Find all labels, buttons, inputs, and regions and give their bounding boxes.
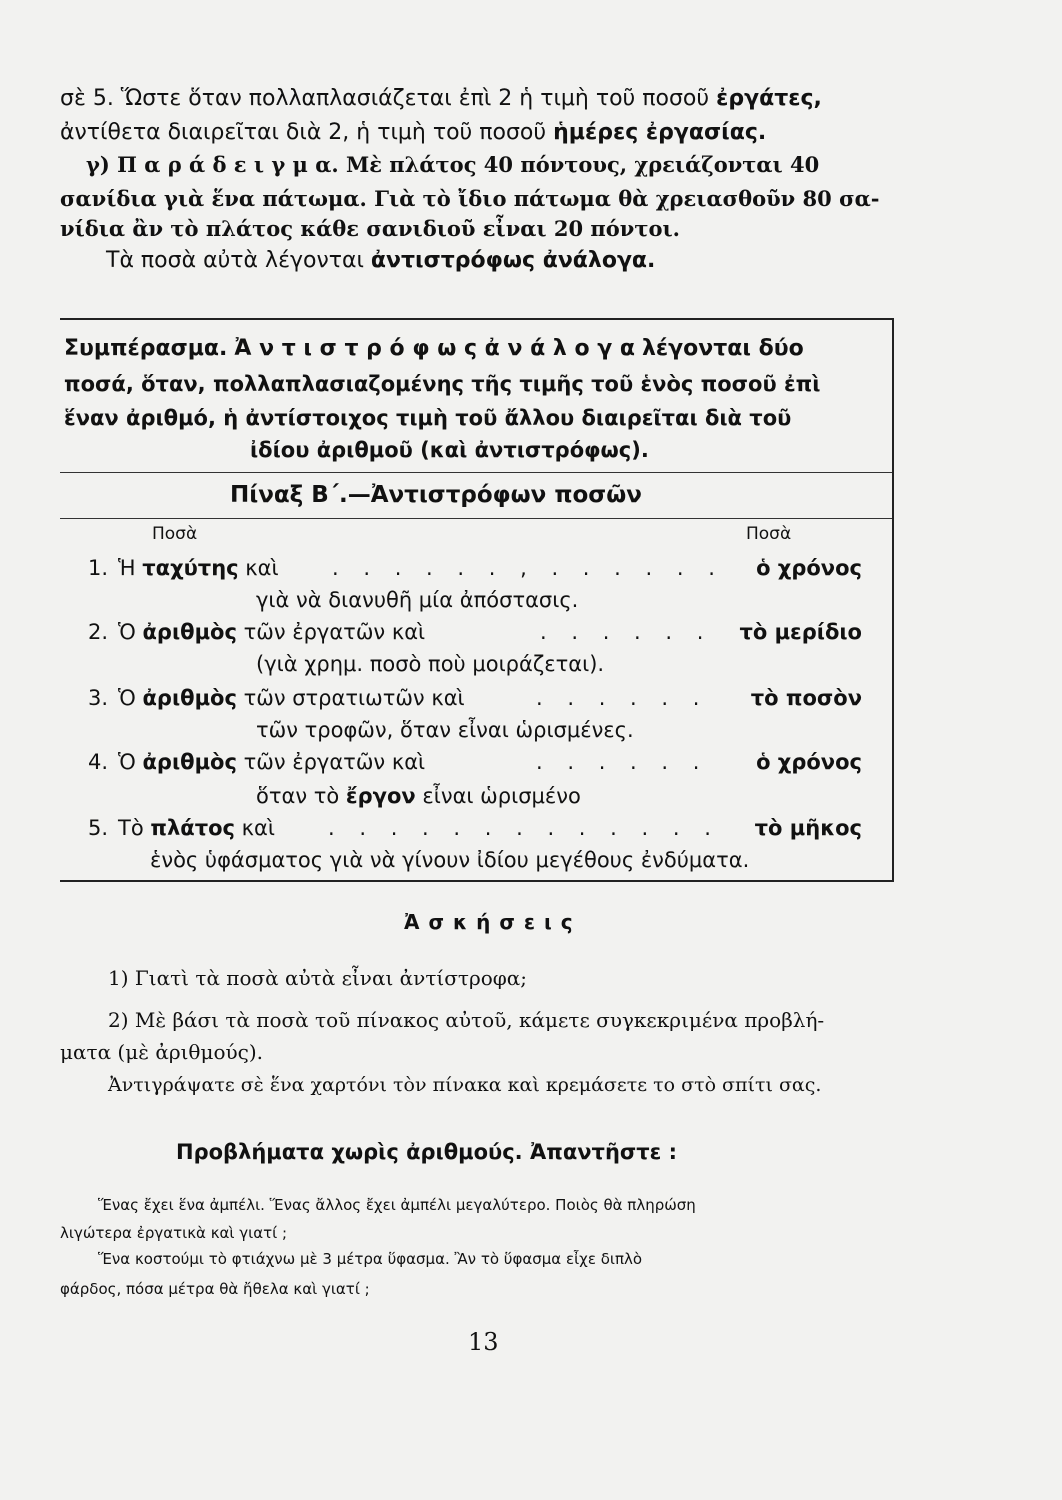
intro-line-6: Τὰ ποσὰ αὐτὰ λέγονται ἀντιστρόφως ἀνάλογα.	[106, 248, 656, 273]
column-header-right: Ποσὰ	[746, 524, 792, 544]
exercise-2-line-1: 2) Μὲ βάσι τὰ ποσὰ τοῦ πίνακος αὐτοῦ, κάμετε συγκεκριμένα προβλή-	[108, 1008, 825, 1032]
exercise-2-line-2: ματα (μὲ ἀριθμούς).	[60, 1040, 264, 1064]
exercise-3: Ἀντιγράψατε σὲ ἕνα χαρτόνι τὸν πίνακα καὶ κρεμάσετε το στὸ σπίτι σας.	[108, 1074, 822, 1096]
intro-line-5: νίδια ἂν τὸ πλάτος κάθε σανιδιοῦ εἶναι 20 πόντοι.	[60, 216, 680, 241]
divider	[60, 472, 892, 473]
problem-1-line-1: Ἕνας ἔχει ἕνα ἀμπέλι. Ἕνας ἄλλος ἔχει ἀμπέλι μεγαλύτερο. Ποιὸς θὰ πληρώση	[98, 1196, 696, 1214]
conclusion-term: Ἀ ν τ ι σ τ ρ ό φ ω ς ἀ ν ά λ ο γ α	[234, 336, 635, 361]
divider	[60, 518, 892, 519]
conclusion-label: Συμπέρασμα.	[64, 336, 228, 361]
problem-2-line-2: φάρδος, πόσα μέτρα θὰ ἤθελα καὶ γιατί ;	[60, 1280, 370, 1298]
conclusion-line-1: Συμπέρασμα. Ἀ ν τ ι σ τ ρ ό φ ω ς ἀ ν ά λ ο γ α λέγονται δύο	[64, 336, 804, 361]
intro-line-2: ἀντίθετα διαιρεῖται διὰ 2, ἡ τιμὴ τοῦ ποσοῦ ἡμέρες ἐργασίας.	[60, 120, 767, 145]
exercises-heading: Ἀ σ κ ή σ ε ι ς	[404, 910, 574, 934]
exercise-1: 1) Γιατὶ τὰ ποσὰ αὐτὰ εἶναι ἀντίστροφα;	[108, 966, 527, 990]
intro-line-4: σανίδια γιὰ ἕνα πάτωμα. Γιὰ τὸ ἴδιο πάτωμα θὰ χρειασθοῦν 80 σα-	[60, 186, 880, 211]
page-number: 13	[468, 1328, 499, 1356]
problem-1-line-2: λιγώτερα ἐργατικὰ καὶ γιατί ;	[60, 1224, 288, 1242]
conclusion-line-3: ἕναν ἀριθμό, ἡ ἀντίστοιχος τιμὴ τοῦ ἄλλου διαιρεῖται διὰ τοῦ	[64, 406, 792, 430]
problems-heading: Προβλήματα χωρὶς ἀριθμούς. Ἀπαντῆστε :	[176, 1140, 678, 1164]
intro-line-1: σὲ 5. Ὥστε ὅταν πολλαπλασιάζεται ἐπὶ 2 ἡ τιμὴ τοῦ ποσοῦ ἐργάτες,	[60, 86, 822, 111]
conclusion-table-box: Συμπέρασμα. Ἀ ν τ ι σ τ ρ ό φ ω ς ἀ ν ά λ ο γ α λέγονται δύο ποσά, ὅταν, πολλαπλασιαζομένης τῆς τιμῆς τοῦ ἑνὸς ποσοῦ ἐπὶ ἕναν ἀριθμό, ἡ ἀντίστοιχος τιμὴ τοῦ ἄλλου διαιρεῖται διὰ τοῦ ἰδίου ἀριθμοῦ (καὶ ἀντιστρόφως). Πίναξ Β΄.—Ἀντιστρόφων ποσῶν Ποσὰ Ποσὰ 1. Ἡ ταχύτης καὶ . . . . . . , . . . . . . ὁ χρόνος γιὰ νὰ διανυθῆ μία ἀπόστασις. 2. Ὁ ἀριθμὸς τῶν ἐργατῶν καὶ . . . . . . τὸ μερίδιο (γιὰ χρημ. ποσὸ ποὺ μοιράζεται). 3. Ὁ ἀριθμὸς τῶν στρατιωτῶν καὶ . . . . . . τὸ ποσὸν τῶν τροφῶν, ὅταν εἶναι ὡρισμένες. 4. Ὁ ἀριθμὸς τῶν ἐργατῶν καὶ . . . . . . ὁ χρόνος ὅταν τὸ ἔργον εἶναι ὡρισμένο 5. Τὸ πλάτος καὶ . . . . . . . . . . . . . τὸ μῆκος ἑνὸς ὑφάσματος γιὰ νὰ γίνουν ἰδίου μεγέθους ἐνδύματα.	[60, 318, 894, 882]
problem-2-line-1: Ἕνα κοστούμι τὸ φτιάχνω μὲ 3 μέτρα ὕφασμα. Ἂν τὸ ὕφασμα εἶχε διπλὸ	[98, 1250, 643, 1268]
conclusion-line-4: ἰδίου ἀριθμοῦ (καὶ ἀντιστρόφως).	[250, 438, 649, 462]
conclusion-line-2: ποσά, ὅταν, πολλαπλασιαζομένης τῆς τιμῆς τοῦ ἑνὸς ποσοῦ ἐπὶ	[64, 372, 821, 396]
table-title: Πίναξ Β΄.—Ἀντιστρόφων ποσῶν	[230, 482, 642, 508]
intro-line-3: γ) Π α ρ ά δ ε ι γ μ α. Μὲ πλάτος 40 πόντους, χρειάζονται 40	[86, 152, 820, 177]
column-header-left: Ποσὰ	[152, 524, 198, 544]
